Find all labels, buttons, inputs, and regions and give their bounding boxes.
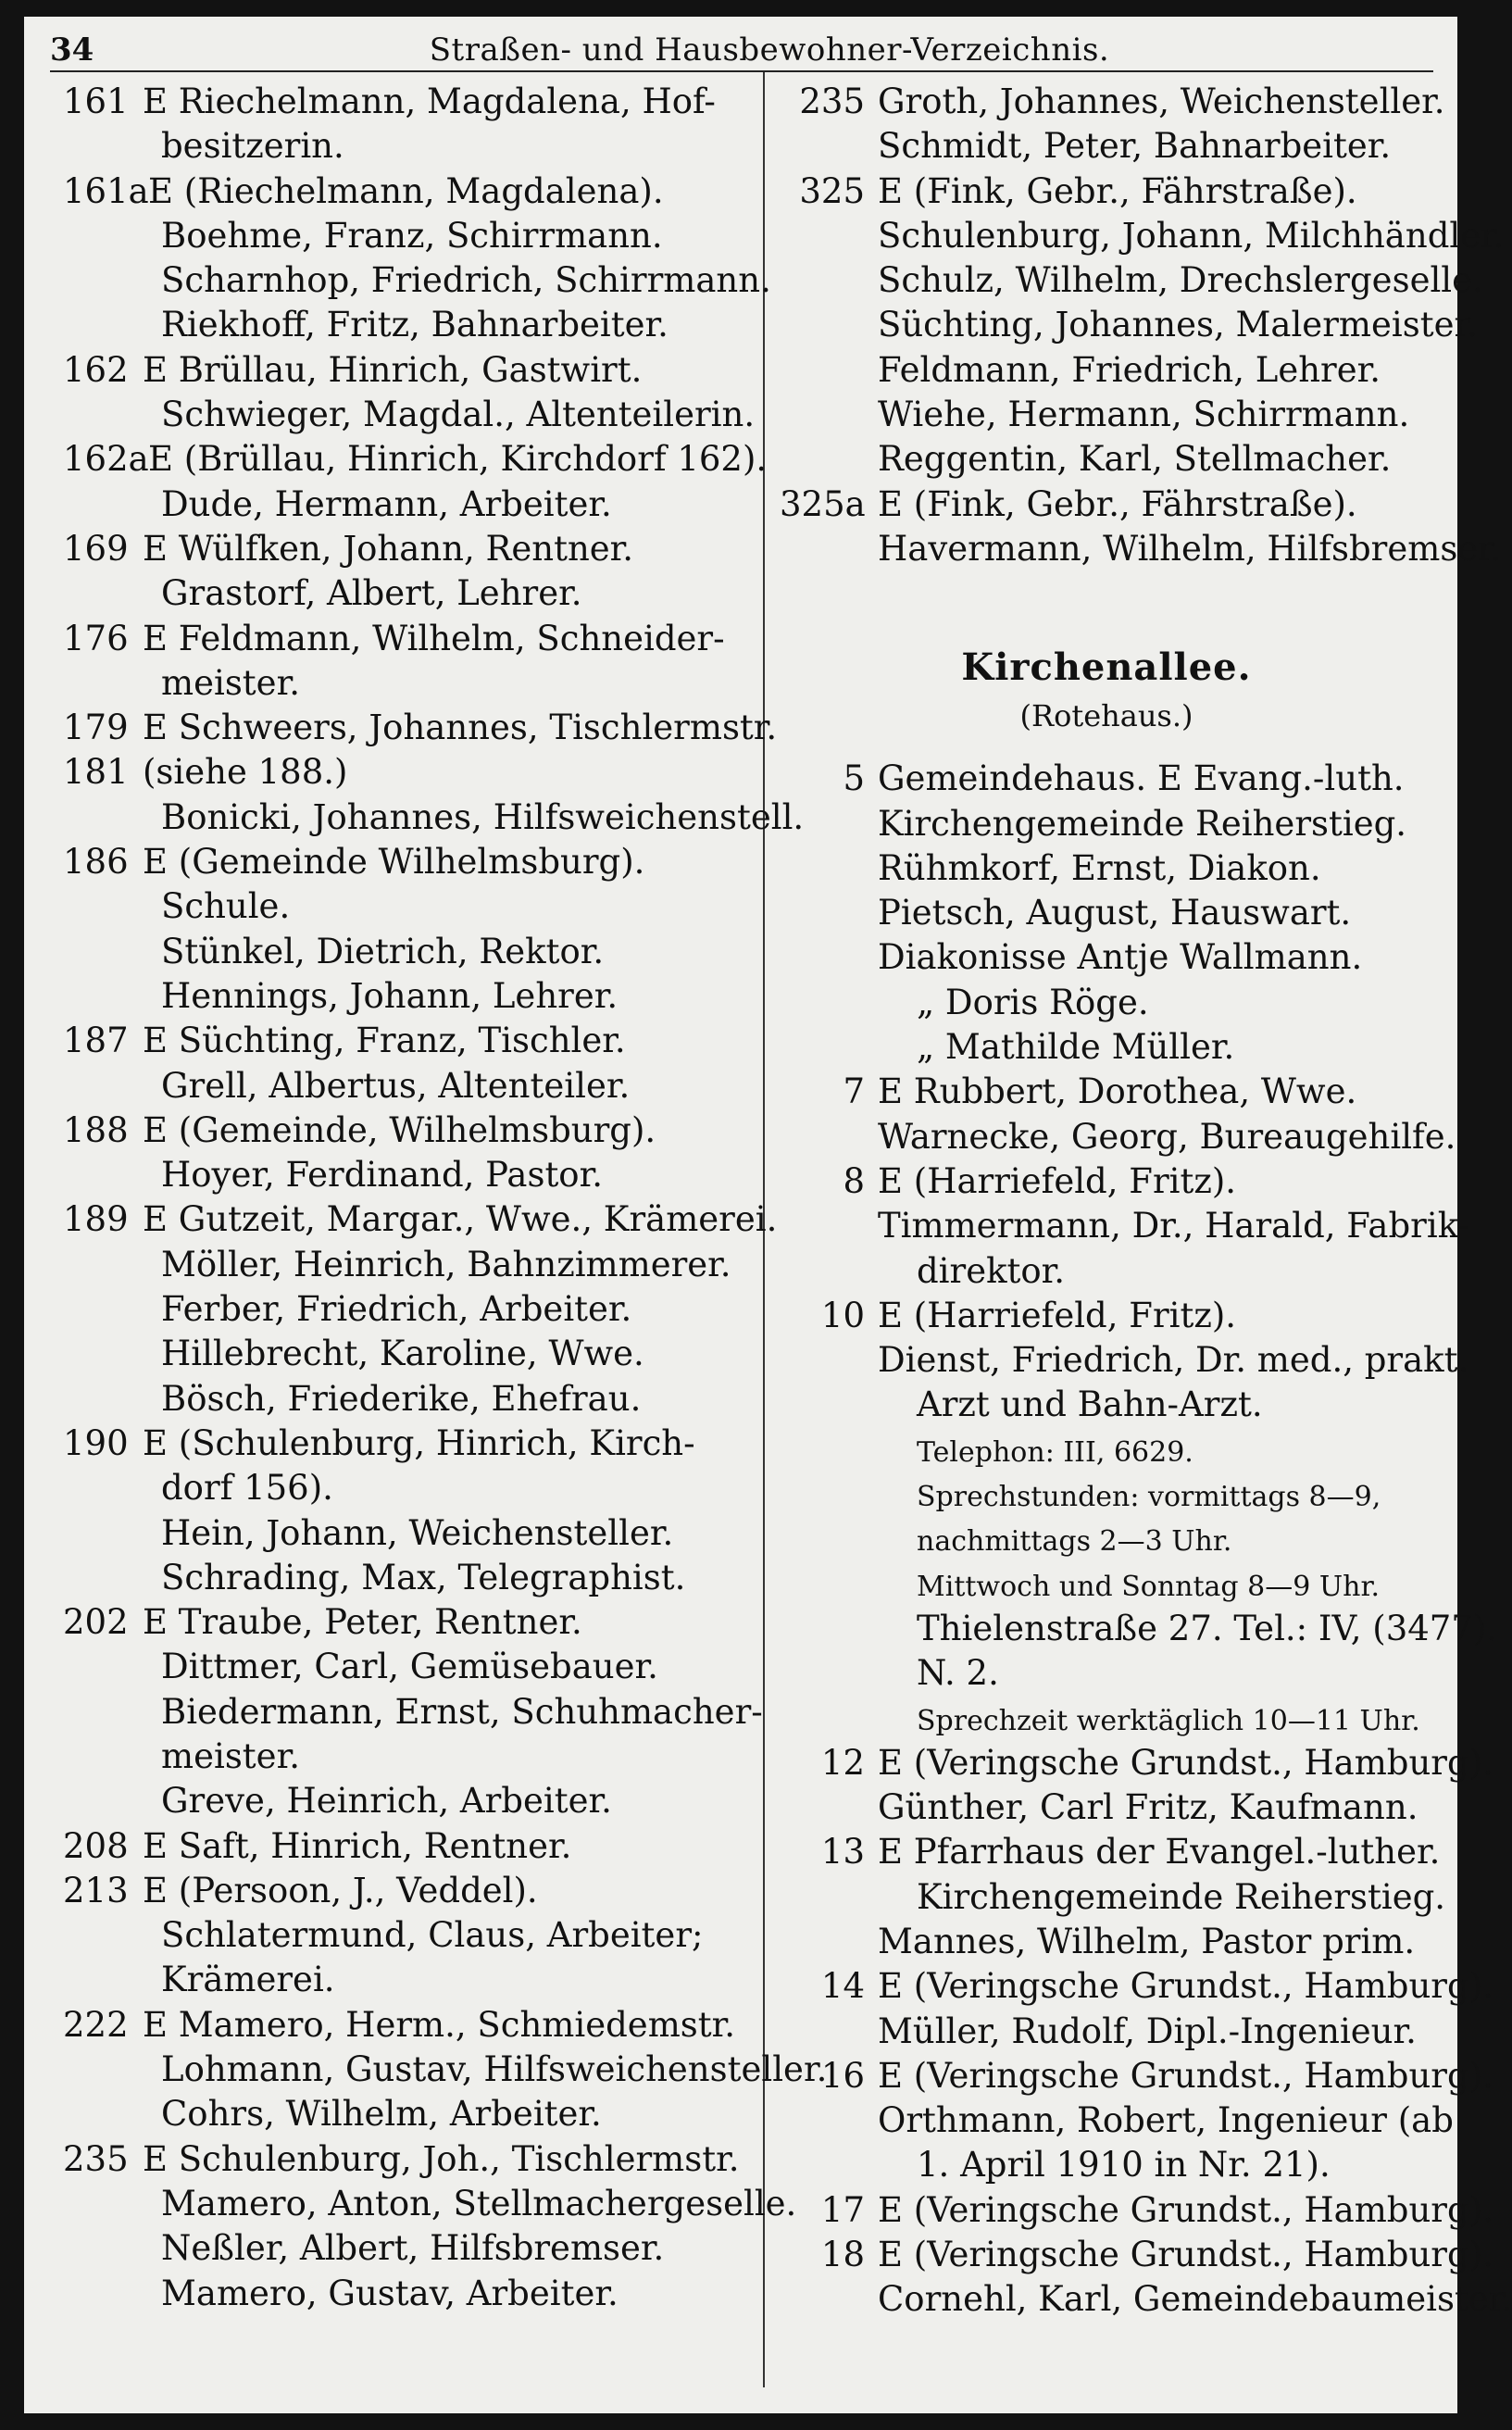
house-number: 325a: [780, 483, 866, 524]
directory-line: [780, 169, 1433, 214]
entry-text: E Feldmann, Wilhelm, Schneider-: [143, 618, 725, 658]
directory-line: [63, 1422, 746, 1466]
directory-line: [63, 1019, 746, 1063]
directory-line: [780, 1517, 1433, 1561]
entry-text: Hoyer, Ferdinand, Pastor.: [161, 1155, 603, 1196]
house-number: 5: [843, 758, 865, 799]
directory-line: [63, 571, 746, 616]
right-column-top: [780, 80, 1505, 571]
entry-text: E (Gemeinde Wilhelmsburg).: [143, 842, 645, 883]
directory-line: [780, 1741, 1493, 1785]
entry-text: E Traube, Peter, Rentner.: [143, 1602, 582, 1643]
directory-line: [780, 348, 1433, 393]
entry-text: N. 2.: [917, 1653, 999, 1694]
entry-text: E Gutzeit, Margar., Wwe., Krämerei.: [143, 1199, 778, 1240]
entry-text: Havermann, Wilhelm, Hilfsbremser.: [878, 528, 1502, 569]
house-number: 190: [63, 1422, 129, 1463]
house-number: 187: [63, 1021, 129, 1061]
directory-line: [63, 1556, 746, 1600]
right-column: [765, 72, 1512, 2387]
entry-text: E Wülfken, Johann, Rentner.: [143, 528, 634, 569]
entry-text: Kirchengemeinde Reiherstieg.: [878, 803, 1407, 844]
entry-text: Grastorf, Albert, Lehrer.: [161, 573, 582, 614]
directory-line: [780, 1830, 1441, 1874]
directory-line: [780, 437, 1433, 482]
entry-text: Hennings, Johann, Lehrer.: [161, 975, 619, 1016]
directory-line: [780, 1115, 1456, 1159]
directory-line: [63, 2226, 746, 2271]
entry-text: Mittwoch und Sonntag 8—9 Uhr.: [917, 1570, 1381, 1603]
entry-text: Krämerei.: [161, 1960, 335, 2000]
directory-line: [780, 2098, 1454, 2143]
entry-text: Greve, Heinrich, Arbeiter.: [161, 1781, 612, 1822]
directory-line: [780, 1025, 1433, 1070]
entry-text: Süchting, Johannes, Malermeister.: [878, 305, 1478, 345]
directory-line: [63, 1600, 746, 1645]
house-number: 202: [63, 1602, 129, 1643]
directory-line: [63, 750, 746, 795]
house-number: 161a: [63, 170, 149, 211]
directory-line: [63, 1645, 746, 1689]
directory-line: [780, 1294, 1433, 1338]
page-number: 34: [50, 31, 94, 69]
entry-text: besitzerin.: [161, 126, 344, 167]
directory-line: [63, 1377, 746, 1422]
directory-line: [63, 661, 746, 706]
directory-line: [780, 1875, 1446, 1920]
directory-line: [63, 930, 746, 974]
directory-line: [780, 1964, 1493, 2009]
directory-line: [63, 1064, 746, 1109]
entry-text: Ferber, Friedrich, Arbeiter.: [161, 1289, 632, 1330]
directory-line: [780, 2010, 1433, 2054]
entry-text: Lohmann, Gustav, Hilfsweichensteller.: [161, 2049, 828, 2090]
directory-line: [63, 2003, 746, 2048]
house-number: 235: [63, 2138, 129, 2179]
entry-text: E Schweers, Johannes, Tischlermstr.: [143, 708, 778, 748]
directory-line: [63, 348, 746, 393]
house-number: 18: [820, 2235, 865, 2275]
entry-text: Neßler, Albert, Hilfsbremser.: [161, 2228, 665, 2269]
directory-line: [63, 527, 746, 571]
directory-line: [63, 1287, 746, 1332]
entry-text: Mamero, Gustav, Arbeiter.: [161, 2273, 619, 2313]
entry-text: Orthmann, Robert, Ingenieur (ab: [878, 2100, 1454, 2141]
entry-text: Hillebrecht, Karoline, Wwe.: [161, 1334, 644, 1374]
house-number: 162: [63, 349, 129, 390]
house-number: 188: [63, 1109, 129, 1150]
directory-line: [63, 214, 746, 258]
directory-line: [63, 795, 805, 840]
directory-line: [63, 2092, 746, 2136]
directory-line: [780, 1204, 1469, 1248]
entry-text: E (Veringsche Grundst., Hamburg).: [878, 1966, 1493, 2007]
house-number: 16: [820, 2055, 865, 2096]
entry-text: E Mamero, Herm., Schmiedemstr.: [143, 2004, 736, 2045]
directory-line: [63, 974, 746, 1019]
directory-line: [63, 258, 771, 303]
directory-line: [63, 482, 746, 527]
section-title: Kirchenallee.: [961, 645, 1252, 690]
directory-line: [780, 1697, 1433, 1741]
directory-line: [780, 2188, 1493, 2233]
entry-text: E (Schulenburg, Hinrich, Kirch-: [143, 1422, 695, 1463]
directory-line: [780, 1159, 1433, 1204]
directory-line: [63, 2182, 797, 2226]
entry-text: „ Mathilde Müller.: [917, 1027, 1235, 1068]
entry-text: Pietsch, August, Hauswart.: [878, 893, 1352, 933]
entry-text: Scharnhop, Friedrich, Schirrmann.: [161, 260, 771, 301]
house-number: 181: [63, 752, 129, 793]
entry-text: Cornehl, Karl, Gemeindebaumeister.: [878, 2279, 1512, 2320]
directory-line: [780, 2054, 1493, 2098]
entry-text: Dienst, Friedrich, Dr. med., prakt.: [878, 1340, 1469, 1381]
entry-text: Schulz, Wilhelm, Drechslergeselle.: [878, 260, 1483, 301]
directory-line: [63, 1690, 763, 1735]
entry-text: Mamero, Anton, Stellmachergeselle.: [161, 2183, 797, 2223]
entry-text: Möller, Heinrich, Bahnzimmerer.: [161, 1244, 731, 1284]
entry-text: Hein, Johann, Weichensteller.: [161, 1512, 674, 1553]
directory-line: [63, 1958, 746, 2002]
directory-line: [63, 437, 768, 482]
directory-page: [24, 17, 1512, 2413]
house-number: 235: [799, 81, 865, 121]
entry-text: Grell, Albertus, Altenteiler.: [161, 1065, 631, 1106]
directory-line: [63, 1824, 746, 1869]
entry-text: „ Doris Röge.: [917, 982, 1149, 1022]
directory-line: [780, 1562, 1433, 1607]
house-number: 162a: [63, 439, 149, 480]
section-gap: [780, 738, 1433, 757]
entry-text: Feldmann, Friedrich, Lehrer.: [878, 349, 1381, 390]
house-number: 213: [63, 1870, 129, 1910]
entry-text: E Riechelmann, Magdalena, Hof-: [143, 81, 716, 121]
entry-text: E (Fink, Gebr., Fährstraße).: [878, 170, 1357, 211]
entry-text: direktor.: [917, 1250, 1066, 1291]
entry-text: E Saft, Hinrich, Rentner.: [143, 1825, 572, 1866]
entry-text: E Pfarrhaus der Evangel.-luther.: [878, 1832, 1441, 1873]
entry-text: Müller, Rudolf, Dipl.-Ingenieur.: [878, 2010, 1417, 2051]
house-number: 17: [820, 2189, 865, 2230]
directory-line: [780, 1383, 1433, 1427]
directory-line: [63, 1243, 746, 1287]
directory-line: [63, 80, 746, 124]
entry-text: E Schulenburg, Joh., Tischlermstr.: [143, 2138, 740, 2179]
house-number: 169: [63, 528, 129, 569]
entry-text: Groth, Johannes, Weichensteller.: [878, 81, 1445, 121]
directory-line: [780, 1338, 1469, 1383]
entry-text: Boehme, Franz, Schirrmann.: [161, 215, 663, 256]
entry-text: E (Brüllau, Hinrich, Kirchdorf 162).: [148, 439, 768, 480]
entry-text: E (Veringsche Grundst., Hamburg).: [878, 2055, 1493, 2096]
right-column-bottom: [780, 757, 1512, 2322]
entry-text: Diakonisse Antje Wallmann.: [878, 937, 1363, 978]
directory-line: [780, 1249, 1433, 1294]
entry-text: meister.: [161, 662, 300, 703]
directory-line: [780, 2233, 1493, 2277]
directory-line: [780, 124, 1433, 169]
entry-text: Schule.: [161, 886, 291, 927]
directory-line: [63, 706, 778, 750]
house-number: 14: [820, 1966, 865, 2007]
page-header: [50, 30, 1433, 72]
directory-line: [63, 1511, 746, 1556]
house-number: 10: [820, 1295, 865, 1335]
entry-text: Dude, Hermann, Arbeiter.: [161, 483, 612, 524]
directory-line: [780, 2277, 1512, 2322]
entry-text: Schulenburg, Johann, Milchhändler.: [878, 215, 1505, 256]
entry-text: E (Veringsche Grundst., Hamburg).: [878, 2189, 1493, 2230]
entry-text: E (Veringsche Grundst., Hamburg).: [878, 1742, 1493, 1783]
directory-line: [780, 935, 1433, 980]
directory-line: [780, 2143, 1433, 2187]
page-title: Straßen- und Hausbewohner-Verzeichnis.: [429, 31, 1110, 69]
directory-line: [780, 1785, 1433, 1830]
entry-text: Telephon: III, 6629.: [917, 1435, 1193, 1469]
directory-line: [63, 1197, 778, 1242]
house-number: 325: [799, 170, 865, 211]
directory-line: [780, 1651, 1433, 1696]
entry-text: Gemeindehaus. E Evang.-luth.: [878, 758, 1405, 799]
house-number: 12: [820, 1742, 865, 1783]
directory-line: [780, 757, 1433, 801]
directory-line: [63, 884, 746, 929]
columns: [50, 72, 1512, 2387]
entry-text: Sprechzeit werktäglich 10—11 Uhr.: [917, 1704, 1420, 1737]
entry-text: E (Harriefeld, Fritz).: [878, 1295, 1237, 1335]
entry-text: Schlatermund, Claus, Arbeiter;: [161, 1915, 704, 1956]
directory-line: [63, 1779, 746, 1823]
house-number: 176: [63, 618, 129, 658]
entry-text: E (Harriefeld, Fritz).: [878, 1160, 1237, 1201]
entry-text: E (Gemeinde, Wilhelmsburg).: [143, 1109, 656, 1150]
entry-text: dorf 156).: [161, 1468, 333, 1509]
directory-line: [780, 802, 1433, 846]
directory-line: [63, 1735, 746, 1779]
directory-line: [63, 2272, 746, 2316]
entry-text: Mannes, Wilhelm, Pastor prim.: [878, 1921, 1416, 1961]
directory-line: [63, 1466, 746, 1510]
entry-text: E (Riechelmann, Magdalena).: [148, 170, 664, 211]
directory-line: [780, 482, 1433, 527]
entry-text: Rühmkorf, Ernst, Diakon.: [878, 847, 1321, 888]
entry-text: Cohrs, Wilhelm, Arbeiter.: [161, 2094, 602, 2135]
directory-line: [63, 1332, 746, 1376]
entry-text: Dittmer, Carl, Gemüsebauer.: [161, 1647, 658, 1687]
entry-text: E (Persoon, J., Veddel).: [143, 1870, 538, 1910]
entry-text: Bonicki, Johannes, Hilfsweichenstell.: [161, 796, 805, 837]
entry-text: Reggentin, Karl, Stellmacher.: [878, 439, 1392, 480]
house-number: 208: [63, 1825, 129, 1866]
entry-text: Günther, Carl Fritz, Kaufmann.: [878, 1787, 1418, 1828]
entry-text: Schrading, Max, Telegraphist.: [161, 1557, 686, 1597]
house-number: 186: [63, 842, 129, 883]
directory-line: [63, 1153, 746, 1197]
directory-line: [780, 1428, 1433, 1472]
house-number: 189: [63, 1199, 129, 1240]
directory-line: [780, 846, 1433, 891]
entry-text: Riekhoff, Fritz, Bahnarbeiter.: [161, 305, 669, 345]
entry-text: E (Fink, Gebr., Fährstraße).: [878, 483, 1357, 524]
entry-text: Timmermann, Dr., Harald, Fabrik-: [878, 1206, 1469, 1246]
directory-line: [63, 617, 746, 661]
entry-text: Schwieger, Magdal., Altenteilerin.: [161, 395, 756, 435]
directory-line: [780, 303, 1478, 347]
directory-line: [63, 1109, 746, 1153]
entry-text: E (Veringsche Grundst., Hamburg).: [878, 2235, 1493, 2275]
directory-line: [780, 1472, 1433, 1517]
directory-line: [63, 1869, 746, 1913]
directory-line: [63, 393, 756, 437]
entry-text: Warnecke, Georg, Bureaugehilfe.: [878, 1116, 1456, 1157]
directory-line: [780, 258, 1483, 303]
directory-line: [780, 1920, 1433, 1964]
entry-text: nachmittags 2—3 Uhr.: [917, 1525, 1232, 1559]
directory-line: [780, 214, 1505, 258]
entry-text: meister.: [161, 1735, 300, 1776]
entry-text: Stünkel, Dietrich, Rektor.: [161, 931, 605, 971]
house-number: 161: [63, 81, 129, 121]
section-subtitle: (Rotehaus.): [1019, 698, 1193, 734]
house-number: 13: [820, 1832, 865, 1873]
entry-text: Bösch, Friederike, Ehefrau.: [161, 1378, 642, 1419]
directory-line: [63, 1913, 746, 1958]
entry-text: Sprechstunden: vormittags 8—9,: [917, 1481, 1381, 1514]
house-number: 222: [63, 2004, 129, 2045]
directory-line: [63, 303, 746, 347]
directory-line: [780, 1607, 1498, 1651]
entry-text: Thielenstraße 27. Tel.: IV, (3477).: [917, 1608, 1498, 1648]
entry-text: Arzt und Bahn-Arzt.: [917, 1384, 1263, 1425]
directory-line: [63, 840, 746, 884]
directory-line: [63, 124, 746, 169]
directory-line: [63, 2048, 828, 2092]
entry-text: Kirchengemeinde Reiherstieg.: [917, 1876, 1446, 1917]
house-number: 7: [843, 1071, 865, 1112]
directory-line: [780, 80, 1445, 124]
house-number: 8: [843, 1160, 865, 1201]
directory-line: [780, 393, 1433, 437]
directory-line: [780, 981, 1433, 1025]
entry-text: 1. April 1910 in Nr. 21).: [917, 2145, 1331, 2186]
directory-line: [63, 2137, 746, 2182]
entry-text: E Rubbert, Dorothea, Wwe.: [878, 1071, 1357, 1112]
entry-text: E Brüllau, Hinrich, Gastwirt.: [143, 349, 643, 390]
entry-text: (siehe 188.): [143, 752, 348, 793]
directory-line: [63, 169, 746, 214]
entry-text: Wiehe, Hermann, Schirrmann.: [878, 395, 1410, 435]
entry-text: Biedermann, Ernst, Schuhmacher-: [161, 1691, 763, 1732]
directory-line: [780, 1070, 1433, 1114]
entry-text: Schmidt, Peter, Bahnarbeiter.: [878, 126, 1392, 167]
directory-line: [780, 891, 1433, 935]
entry-text: E Süchting, Franz, Tischler.: [143, 1021, 626, 1061]
house-number: 179: [63, 708, 129, 748]
directory-line: [780, 527, 1502, 571]
